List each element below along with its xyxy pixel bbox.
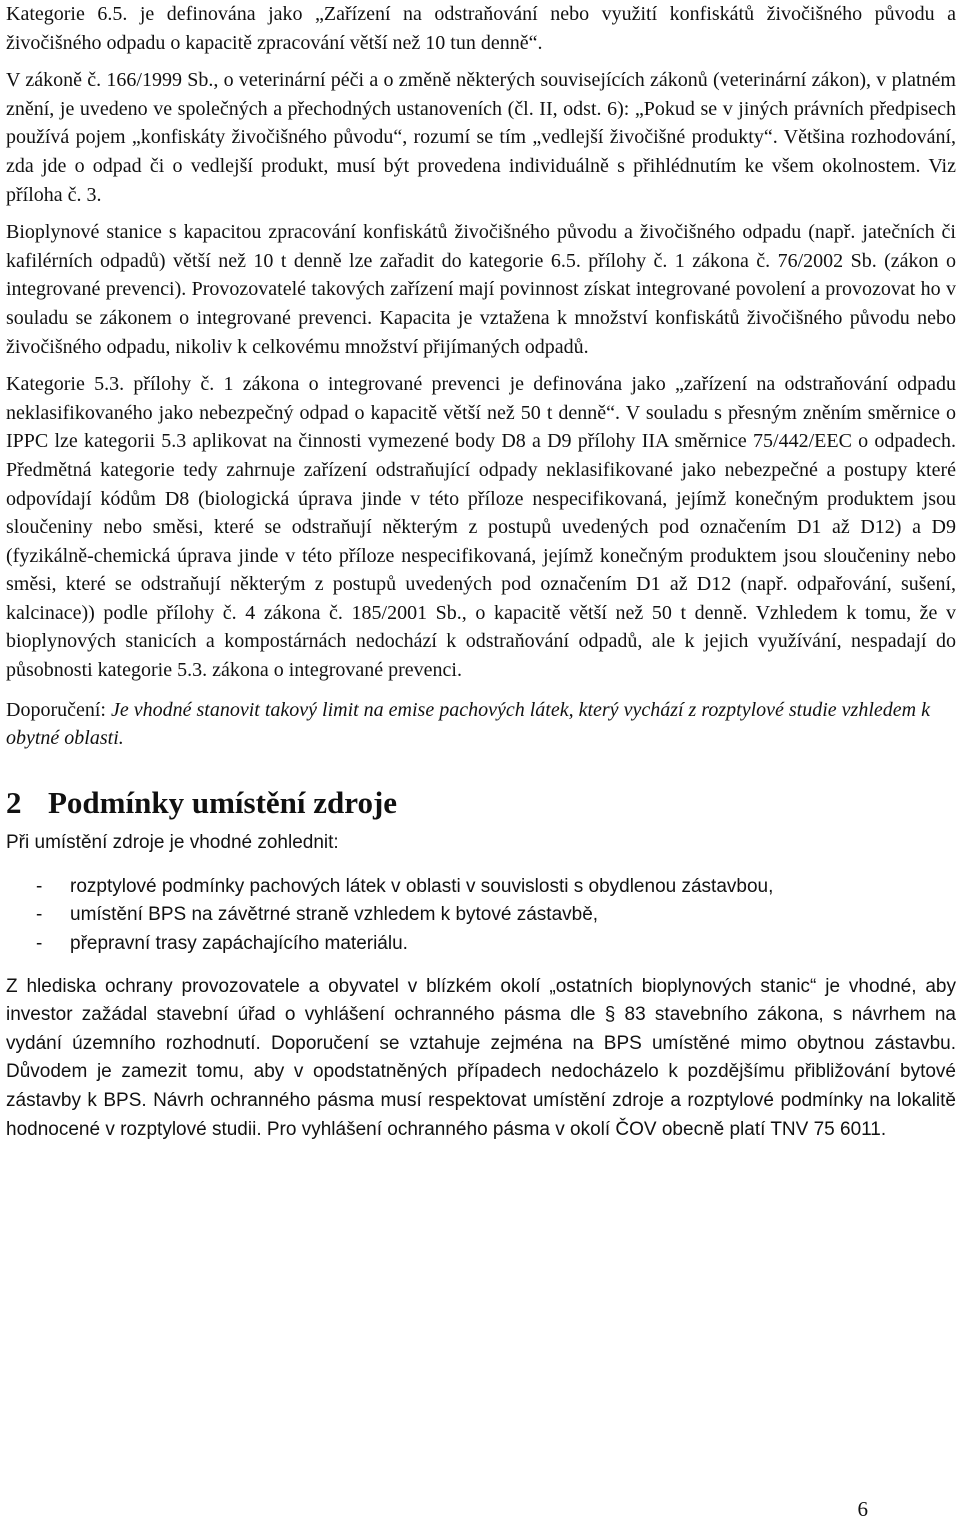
list-item-text: umístění BPS na závětrné straně vzhledem k bytové zástavbě, bbox=[70, 904, 599, 926]
list-item-text: přepravní trasy zapáchajícího materiálu. bbox=[70, 933, 408, 955]
paragraph-veterinary-law: V zákoně č. 166/1999 Sb., o veterinární péči a o změně některých souvisejících zákonů (veterinární zákon), v platném znění, je uvedeno ve společných a přechodných ustanoveních (čl. II, odst. 6): „Pokud se v jiných právních předpisech používá pojem „konfiskáty živočišného původu“, rozumí se tím „vedlejší živočišné produkty“. Většina rozhodování, zda jde o odpad či o vedlejší produkt, musí být provedena individuálně s přihlédnutím ke všem okolnostem. Viz příloha č. 3. bbox=[6, 69, 956, 206]
list-item bbox=[6, 873, 956, 902]
section-intro: Při umístění zdroje je vhodné zohlednit: bbox=[6, 831, 339, 853]
recommendation-label: Doporučení: bbox=[6, 698, 106, 721]
consideration-list bbox=[6, 873, 956, 959]
list-item-text: rozptylové podmínky pachových látek v oblasti v souvislosti s obydlenou zástavbou, bbox=[70, 875, 774, 897]
section-title: Podmínky umístění zdroje bbox=[48, 784, 398, 820]
paragraph-category-5-3: Kategorie 5.3. přílohy č. 1 zákona o integrované prevenci je definována jako „zařízení na odstraňování odpadu neklasifikovaného jako nebezpečný odpad o kapacitě větší než 50 t denně“. V souladu s přesným zněním směrnice o IPPC lze kategorii 5.3 aplikovat na činnosti vymezené body D8 a D9 přílohy IIA směrnice 75/442/EEC o odpadech. Předmětná kategorie tedy zahrnuje zařízení odstraňující odpady neklasifikované jako nebezpečné a postupy které odpovídají kódům D8 (biologická úprava jinde v této příloze nespecifikovaná, jejímž konečným produktem jsou sloučeniny nebo směsi, které se odstraňují některým z postupů uvedených pod označením D1 až D12) a D9 (fyzikálně-chemická úprava jinde v této příloze nespecifikovaná, jejímž konečným produktem jsou sloučeniny nebo směsi, které se odstraňují některým z postupů uvedených pod označením D1 až D12 (např. odpařování, sušení, kalcinace)) podle přílohy č. 4 zákona č. 185/2001 Sb., o kapacitě větší než 50 t denně. Vzhledem k tomu, že v bioplynových stanicích a kompostárnách nedochází k odstraňování odpadů, ale k jejich využívání, nespadají do působnosti kategorie 5.3. zákona o integrované prevenci. bbox=[6, 373, 956, 682]
document-page bbox=[6, 0, 956, 1144]
list-marker: - bbox=[36, 904, 43, 926]
recommendation bbox=[6, 696, 956, 753]
paragraph-category-6-5: Kategorie 6.5. je definována jako „Zařízení na odstraňování nebo využití konfiskátů živočišného původu a živočišného odpadu o kapacitě zpracování větší než 10 tun denně“. bbox=[6, 3, 956, 54]
list-item bbox=[6, 930, 956, 959]
paragraph-biogas-stations: Bioplynové stanice s kapacitou zpracování konfiskátů živočišného původu a živočišného odpadu (např. jatečních či kafilérních odpadů) větší než 10 t denně lze zařadit do kategorie 6.5. přílohy č. 1 zákona č. 76/2002 Sb. (zákon o integrované prevenci). Provozovatelé takových zařízení mají povinnost získat integrované povolení a provozovat ho v souladu se zákonem o integrované prevenci. Kapacita je vztažena k množství konfiskátů živočišného původu nebo živočišného odpadu, nikoliv k celkovému množství přijímaných odpadů. bbox=[6, 221, 956, 358]
page-number: 6 bbox=[857, 1497, 868, 1521]
list-item bbox=[6, 901, 956, 930]
recommendation-text: Je vhodné stanovit takový limit na emise pachových látek, který vychází z rozptylové studie vzhledem k obytné oblasti. bbox=[6, 698, 930, 750]
section-number: 2 bbox=[6, 784, 22, 820]
section-heading bbox=[6, 783, 956, 823]
paragraph-protection-zone: Z hlediska ochrany provozovatele a obyvatel v blízkém okolí „ostatních bioplynových stanic“ je vhodné, aby investor zažádal stavební úřad o vyhlášení ochranného pásma dle § 83 stavebního zákona, s návrhem na vydání územního rozhodnutí. Doporučení se vztahuje zejména na BPS umístěné mimo obytnou zástavbu. Důvodem je zamezit tomu, aby v opodstatněných případech nedocházelo k pozdějšímu přibližování bytové zástavby k BPS. Návrh ochranného pásma musí respektovat umístění zdroje a rozptylové podmínky na lokalitě hodnocené v rozptylové studii. Pro vyhlášení ochranného pásma v okolí ČOV obecně platí TNV 75 6011. bbox=[6, 975, 956, 1140]
list-marker: - bbox=[36, 875, 43, 897]
list-marker: - bbox=[36, 933, 43, 955]
